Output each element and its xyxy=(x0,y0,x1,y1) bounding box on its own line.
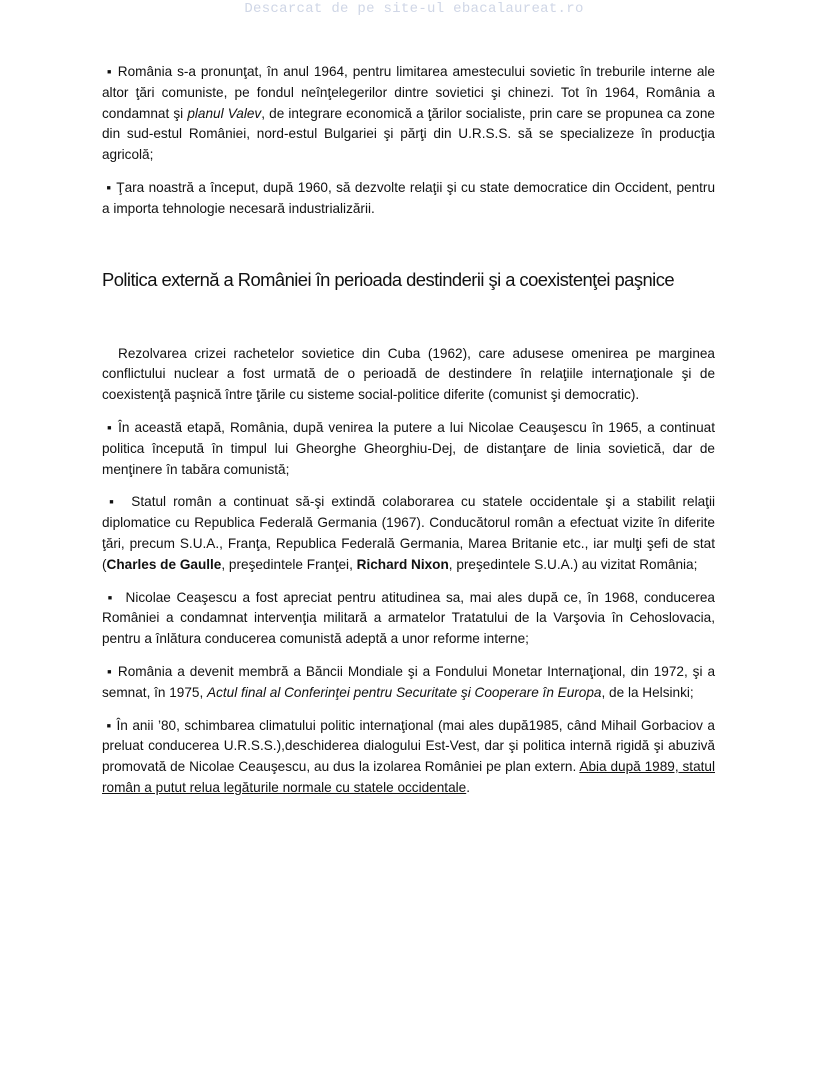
charles-de-gaulle: Charles de Gaulle xyxy=(106,556,222,572)
paragraph-ceausescu-1965: ▪ În această etapă, România, după venirea la putere a lui Nicolae Ceauşescu în 1965, a continuat politica începută în timpul lui Gheorghe Gheorghiu-Dej, de distanţare de linia sovietică, dar de menţinere în tabăra comunistă; xyxy=(102,419,715,477)
bullet-icon: ▪ xyxy=(106,179,112,195)
paragraph-1968: ▪ Nicolae Ceaşescu a fost apreciat pentru atitudinea sa, mai ales după ce, în 1968, conducerea României a condamnat intervenţia militară a armatelor Tratatului de la Varşovia în Cehoslovacia, pentru a înlătura conducerea comunistă adeptă a unor reforme interne; xyxy=(102,589,715,647)
underlined-conclusion: Abia după 1989, statul român a putut relua legăturile normale cu statele occidentale xyxy=(102,759,715,795)
watermark: Descarcat de pe site-ul ebacalaureat.ro xyxy=(244,1,584,17)
actul-final-helsinki: Actul final al Conferinţei pentru Securitate şi Cooperare în Europa xyxy=(207,684,602,700)
paragraph-romania-1964: ▪ România s-a pronunţat, în anul 1964, pentru limitarea amestecului sovietic în treburile interne ale altor ţări comuniste, pe fondul neînţelegerilor dintre sovietici şi chinezi. Tot în 1964, România a condamnat şi planul Valev, de integrare economică a ţărilor socialiste, prin care se propunea ca zone din sud-estul României, nord-estul Bulgariei şi părţi din U.R.S.S. să se specializeze în producţia agricolă; xyxy=(102,64,715,163)
paragraph-intro: Rezolvarea crizei rachetelor sovietice din Cuba (1962), care adusese omenirea pe marginea conflictului nuclear a fost urmată de o perioadă de destindere în relaţiile internaţionale şi de coexistenţă paşnică între ţările cu sisteme social-politice diferite (comunist şi democratic). xyxy=(102,345,715,403)
richard-nixon: Richard Nixon xyxy=(356,556,449,572)
document-page xyxy=(102,60,715,799)
bullet-icon: ▪ xyxy=(109,494,118,510)
bullet-icon: ▪ xyxy=(106,64,113,79)
paragraph-colaborare-occident: ▪ Statul român a continuat să-şi extindă colaborarea cu statele occidentale şi a stabilit relaţii diplomatice cu Republica Federală Germania (1967). Conducătorul român a efectuat vizite în diferite ţări, precum S.U.A., Franţa, Republica Federală Germania, Marea Britanie etc., iar mulţi şefi de stat (Charles de Gaulle, preşedintele Franţei, Richard Nixon, preşedintele S.U.A.) au vizitat România; xyxy=(102,494,715,572)
bullet-icon: ▪ xyxy=(107,589,115,605)
paragraph-anii-80: ▪ În anii ’80, schimbarea climatului politic internaţional (mai ales după1985, când Mihail Gorbaciov a preluat conducerea U.R.S.S.),deschiderea dialogului Est-Vest, dar şi politica internă rigidă şi abuzivă promovată de Nicolae Ceauşescu, au dus la izolarea României pe plan extern. Abia după 1989, statul român a putut relua legăturile normale cu statele occidentale. xyxy=(102,717,715,795)
bullet-icon: ▪ xyxy=(106,717,113,733)
section-heading: Politica externă a României în perioada destinderii şi a coexistenţei paşnice xyxy=(102,268,675,290)
bullet-icon: ▪ xyxy=(106,663,113,679)
planul-valev: planul Valev xyxy=(187,105,262,121)
paragraph-relatii-occident: ▪ Ţara noastră a început, după 1960, să dezvolte relaţii şi cu state democratice din Occident, pentru a importa tehnologie necesară industrializării. xyxy=(102,179,715,216)
bullet-icon: ▪ xyxy=(107,419,114,435)
paragraph-banca-mondiala: ▪ România a devenit membră a Băncii Mondiale şi a Fondului Monetar Internaţional, din 1972, şi a semnat, în 1975, Actul final al Conferinţei pentru Securitate şi Cooperare în Europa, de la Helsinki; xyxy=(102,663,716,700)
